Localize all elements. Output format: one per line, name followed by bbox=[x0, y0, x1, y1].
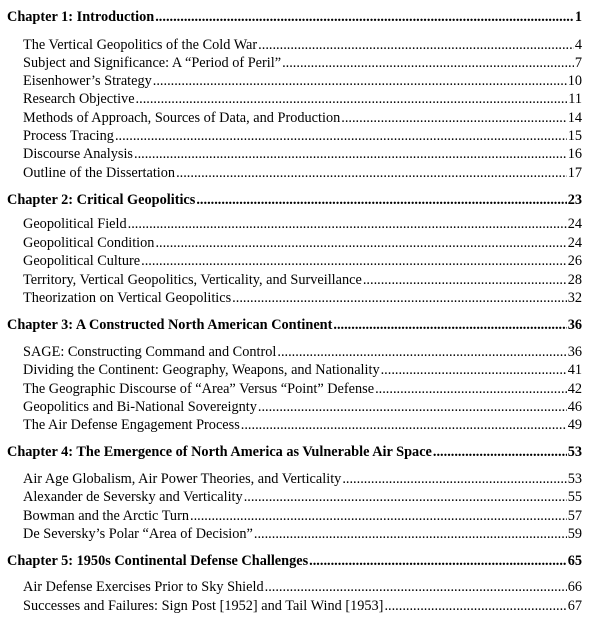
toc-entry-title: Chapter 3: A Constructed North American Continent bbox=[7, 317, 333, 333]
toc-entry-title: Subject and Significance: A “Period of Peril” bbox=[23, 55, 282, 71]
toc-section-entry[interactable] bbox=[23, 597, 582, 615]
toc-section-entry[interactable] bbox=[23, 361, 582, 379]
dot-leader bbox=[341, 109, 566, 127]
dot-leader bbox=[244, 488, 567, 506]
toc-section-entry[interactable] bbox=[23, 72, 582, 90]
dot-leader bbox=[342, 470, 566, 488]
toc-entry-page-number: 24 bbox=[567, 216, 582, 232]
toc-section-entry[interactable] bbox=[23, 507, 582, 525]
toc-section-entry[interactable] bbox=[23, 343, 582, 361]
toc-entry-page-number: 23 bbox=[567, 192, 582, 208]
toc-entry-page-number: 24 bbox=[567, 235, 582, 251]
dot-leader bbox=[381, 361, 567, 379]
toc-entry-page-number: 28 bbox=[567, 272, 582, 288]
toc-section-entry[interactable] bbox=[23, 90, 582, 108]
toc-entry-page-number: 10 bbox=[567, 73, 582, 89]
dot-leader bbox=[309, 552, 567, 570]
toc-entry-page-number: 46 bbox=[567, 399, 582, 415]
toc-entry-page-number: 4 bbox=[574, 37, 582, 53]
toc-entry-title: Air Age Globalism, Air Power Theories, and Verticality bbox=[23, 471, 342, 487]
toc-entry-title: Discourse Analysis bbox=[23, 146, 133, 162]
dot-leader bbox=[115, 127, 567, 145]
toc-entry-title: Successes and Failures: Sign Post [1952] and Tail Wind [1953] bbox=[23, 598, 384, 614]
toc-entry-title: Chapter 5: 1950s Continental Defense Challenges bbox=[7, 553, 309, 569]
toc-entry-page-number: 42 bbox=[567, 381, 582, 397]
toc-section-entry[interactable] bbox=[23, 109, 582, 127]
toc-entry-page-number: 15 bbox=[567, 128, 582, 144]
toc-entry-title: Chapter 4: The Emergence of North America as Vulnerable Air Space bbox=[7, 444, 432, 460]
toc-entry-page-number: 1 bbox=[574, 9, 582, 25]
dot-leader bbox=[190, 507, 567, 525]
dot-leader bbox=[134, 145, 567, 163]
toc-section-entry[interactable] bbox=[23, 234, 582, 252]
dot-leader bbox=[277, 343, 566, 361]
toc-chapter-entry[interactable] bbox=[7, 8, 582, 26]
toc-entry-title: The Geographic Discourse of “Area” Versus “Point” Defense bbox=[23, 381, 375, 397]
dot-leader bbox=[128, 215, 567, 233]
toc-chapter-entry[interactable] bbox=[7, 316, 582, 334]
toc-section-entry[interactable] bbox=[23, 127, 582, 145]
toc-entry-title: SAGE: Constructing Command and Control bbox=[23, 344, 277, 360]
toc-section-entry[interactable] bbox=[23, 36, 582, 54]
dot-leader bbox=[196, 191, 566, 209]
dot-leader bbox=[176, 164, 567, 182]
dot-leader bbox=[282, 54, 574, 72]
toc-section-entry[interactable] bbox=[23, 164, 582, 182]
dot-leader bbox=[241, 416, 567, 434]
toc-section-entry[interactable] bbox=[23, 525, 582, 543]
toc-entry-title: Air Defense Exercises Prior to Sky Shield bbox=[23, 579, 264, 595]
dot-leader bbox=[384, 597, 566, 615]
dot-leader bbox=[155, 8, 574, 26]
dot-leader bbox=[155, 234, 566, 252]
toc-chapter-entry[interactable] bbox=[7, 552, 582, 570]
toc-entry-page-number: 66 bbox=[567, 579, 582, 595]
dot-leader bbox=[265, 578, 567, 596]
toc-entry-title: Dividing the Continent: Geography, Weapons, and Nationality bbox=[23, 362, 380, 378]
dot-leader bbox=[433, 443, 567, 461]
toc-entry-title: Chapter 1: Introduction bbox=[7, 9, 155, 25]
toc-section-entry[interactable] bbox=[23, 578, 582, 596]
dot-leader bbox=[258, 36, 574, 54]
toc-entry-title: Geopolitical Culture bbox=[23, 253, 141, 269]
toc-entry-title: Eisenhower’s Strategy bbox=[23, 73, 152, 89]
toc-section-entry[interactable] bbox=[23, 289, 582, 307]
toc-entry-page-number: 53 bbox=[567, 471, 582, 487]
toc-section-entry[interactable] bbox=[23, 145, 582, 163]
toc-section-entry[interactable] bbox=[23, 398, 582, 416]
toc-section-entry[interactable] bbox=[23, 271, 582, 289]
dot-leader bbox=[375, 380, 567, 398]
toc-section-entry[interactable] bbox=[23, 380, 582, 398]
toc-section-entry[interactable] bbox=[23, 470, 582, 488]
toc-entry-page-number: 36 bbox=[567, 317, 582, 333]
dot-leader bbox=[258, 398, 567, 416]
dot-leader bbox=[153, 72, 567, 90]
toc-entry-page-number: 53 bbox=[567, 444, 582, 460]
toc-entry-title: De Seversky’s Polar “Area of Decision” bbox=[23, 526, 253, 542]
toc-entry-page-number: 41 bbox=[567, 362, 582, 378]
toc-entry-title: Territory, Vertical Geopolitics, Verticality, and Surveillance bbox=[23, 272, 362, 288]
toc-entry-title: Methods of Approach, Sources of Data, and Production bbox=[23, 110, 341, 126]
toc-entry-title: Bowman and the Arctic Turn bbox=[23, 508, 189, 524]
toc-chapter-entry[interactable] bbox=[7, 443, 582, 461]
toc-entry-title: The Vertical Geopolitics of the Cold War bbox=[23, 37, 258, 53]
toc-entry-page-number: 14 bbox=[567, 110, 582, 126]
toc-entry-title: Alexander de Seversky and Verticality bbox=[23, 489, 243, 505]
dot-leader bbox=[232, 289, 567, 307]
toc-chapter-entry[interactable] bbox=[7, 191, 582, 209]
toc-entry-page-number: 26 bbox=[567, 253, 582, 269]
toc-entry-page-number: 17 bbox=[567, 165, 582, 181]
dot-leader bbox=[363, 271, 567, 289]
toc-entry-title: Theorization on Vertical Geopolitics bbox=[23, 290, 232, 306]
toc-entry-page-number: 7 bbox=[574, 55, 582, 71]
dot-leader bbox=[141, 252, 567, 270]
toc-entry-page-number: 55 bbox=[567, 489, 582, 505]
toc-entry-page-number: 49 bbox=[567, 417, 582, 433]
toc-section-entry[interactable] bbox=[23, 252, 582, 270]
dot-leader bbox=[136, 90, 568, 108]
dot-leader bbox=[333, 316, 566, 334]
toc-entry-title: Geopolitical Field bbox=[23, 216, 127, 232]
toc-section-entry[interactable] bbox=[23, 215, 582, 233]
toc-section-entry[interactable] bbox=[23, 54, 582, 72]
toc-section-entry[interactable] bbox=[23, 488, 582, 506]
toc-section-entry[interactable] bbox=[23, 416, 582, 434]
toc-entry-page-number: 67 bbox=[567, 598, 582, 614]
toc-entry-page-number: 36 bbox=[567, 344, 582, 360]
toc-entry-page-number: 32 bbox=[567, 290, 582, 306]
dot-leader bbox=[254, 525, 567, 543]
toc-entry-title: The Air Defense Engagement Process bbox=[23, 417, 240, 433]
toc-entry-page-number: 11 bbox=[568, 91, 582, 107]
toc-entry-page-number: 57 bbox=[567, 508, 582, 524]
toc-entry-title: Research Objective bbox=[23, 91, 135, 107]
toc-entry-page-number: 16 bbox=[567, 146, 582, 162]
toc-entry-page-number: 65 bbox=[567, 553, 582, 569]
toc-entry-title: Geopolitics and Bi-National Sovereignty bbox=[23, 399, 257, 415]
toc-entry-page-number: 59 bbox=[567, 526, 582, 542]
toc-entry-title: Geopolitical Condition bbox=[23, 235, 155, 251]
toc-entry-title: Chapter 2: Critical Geopolitics bbox=[7, 192, 196, 208]
toc-entry-title: Outline of the Dissertation bbox=[23, 165, 176, 181]
toc-entry-title: Process Tracing bbox=[23, 128, 114, 144]
